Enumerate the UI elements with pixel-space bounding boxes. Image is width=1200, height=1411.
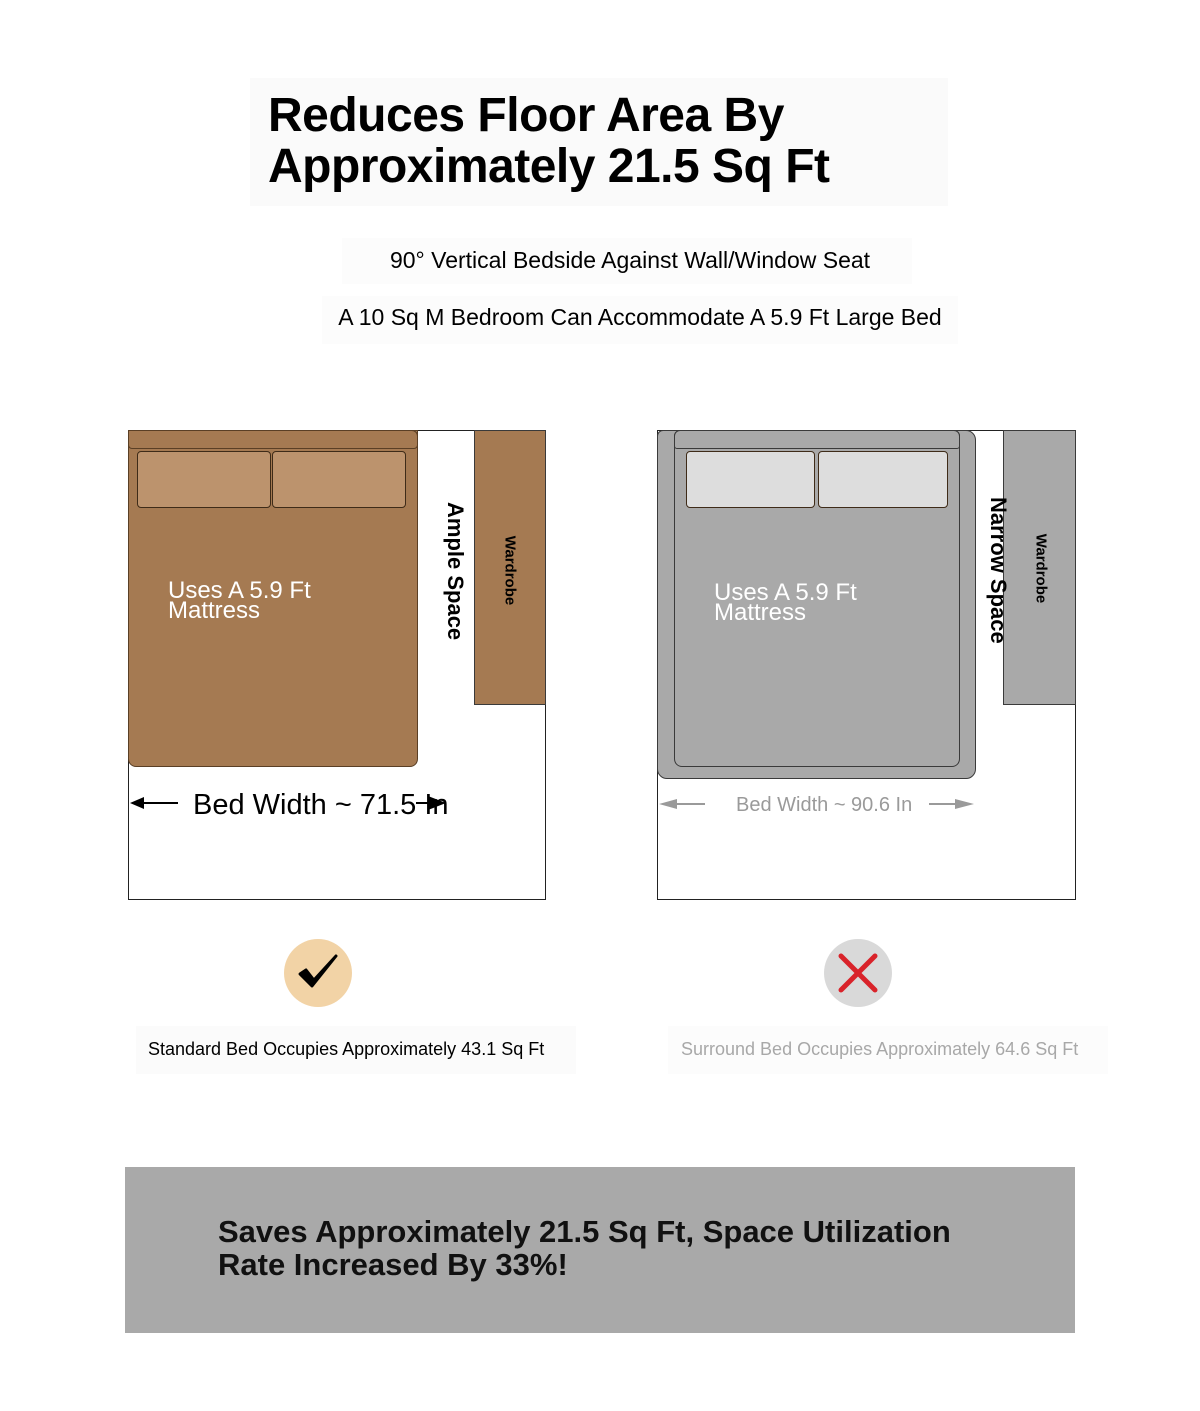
pillow — [137, 451, 271, 508]
wardrobe-label: Wardrobe — [1032, 533, 1050, 604]
arrow-left-icon — [130, 797, 144, 809]
wardrobe-label: Wardrobe — [501, 535, 519, 606]
arrow-left-icon — [659, 799, 677, 809]
side-space-label: Ample Space — [443, 502, 468, 641]
page-title: Reduces Floor Area By Approximately 21.5 Sq Ft — [268, 89, 830, 193]
bed-width-label: Bed Width ~ 90.6 In — [736, 794, 913, 816]
bed-width-label: Bed Width ~ 71.5 In — [193, 789, 449, 821]
pillow — [818, 451, 948, 508]
arrow-right-icon — [955, 799, 974, 809]
caption-standard-bed: Standard Bed Occupies Approximately 43.1 Sq Ft — [148, 1039, 545, 1059]
pillow — [686, 451, 815, 508]
subtitle-orientation: 90° Vertical Bedside Against Wall/Window Seat — [389, 247, 871, 273]
check-icon — [284, 939, 352, 1007]
mattress-label: Uses A 5.9 Ft Mattress — [168, 577, 311, 624]
cross-icon — [824, 939, 892, 1007]
subtitle-room-size: A 10 Sq M Bedroom Can Accommodate A 5.9 Ft Large Bed — [338, 304, 942, 330]
side-space-label: Narrow Space — [986, 497, 1011, 644]
headboard — [128, 430, 418, 449]
pillow — [272, 451, 406, 508]
mattress-label: Uses A 5.9 Ft Mattress — [714, 579, 857, 626]
headboard — [674, 430, 960, 449]
savings-banner-text: Saves Approximately 21.5 Sq Ft, Space Utilization Rate Increased By 33%! — [218, 1214, 951, 1282]
caption-surround-bed: Surround Bed Occupies Approximately 64.6 Sq Ft — [681, 1039, 1079, 1059]
